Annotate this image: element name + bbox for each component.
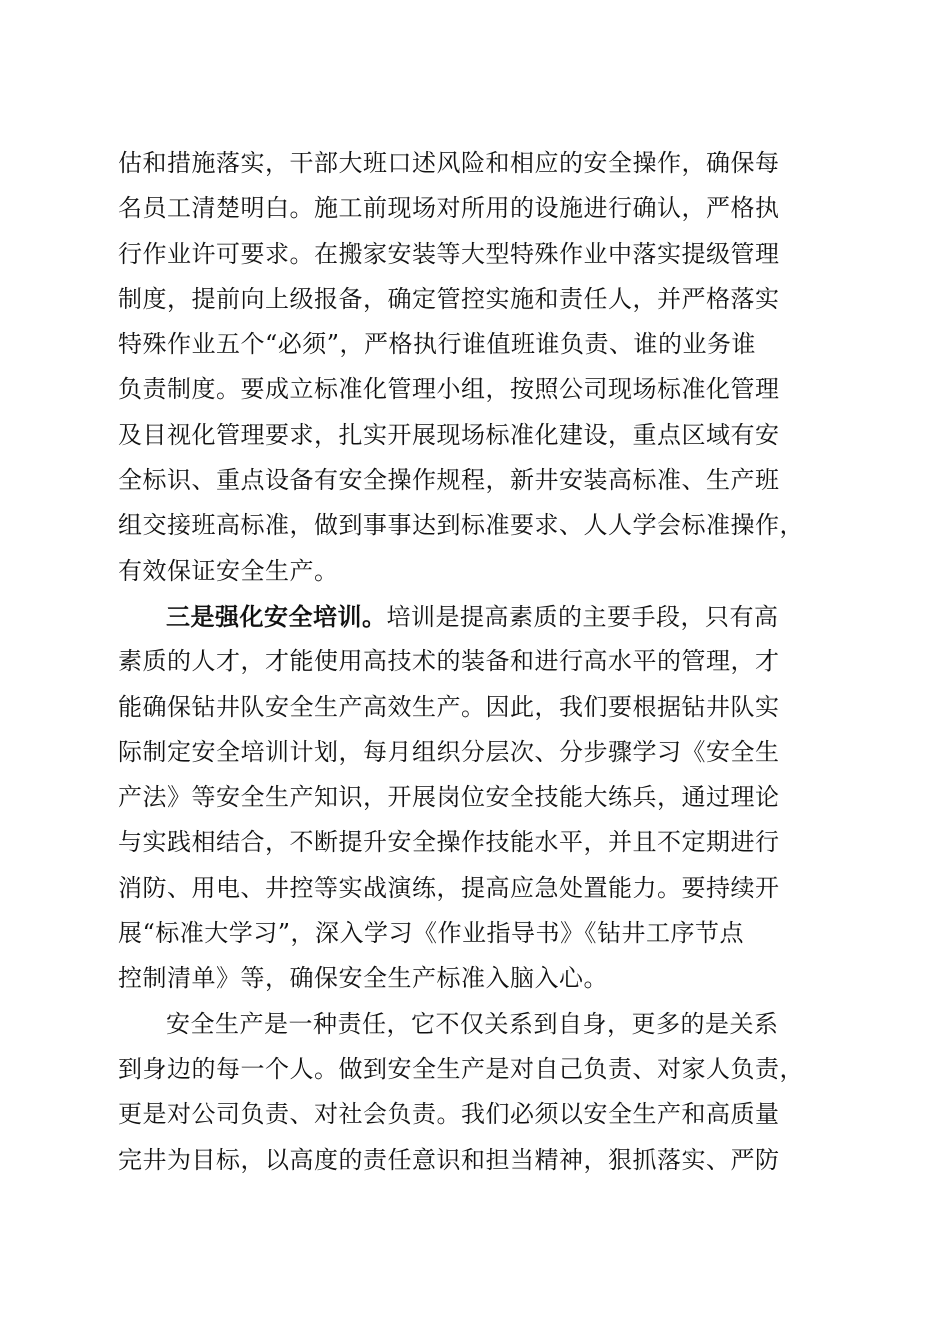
text-line: 全标识、重点设备有安全操作规程，新井安装高标准、生产班 — [118, 466, 780, 495]
text-line: 际制定安全培训计划，每月组织分层次、分步骤学习《安全生 — [118, 737, 780, 766]
text-line: 与实践相结合，不断提升安全操作技能水平，并且不定期进行 — [118, 828, 780, 857]
text-line: 组交接班高标准，做到事事达到标准要求、人人学会标准操作， — [118, 511, 804, 540]
text-line: 有效保证安全生产。 — [118, 556, 339, 585]
text-line: 制度，提前向上级报备，确定管控实施和责任人，并严格落实 — [118, 284, 780, 313]
text-line: 行作业许可要求。在搬家安装等大型特殊作业中落实提级管理 — [118, 239, 780, 268]
text-line: 特殊作业五个“必须”，严格执行谁值班谁负责、谁的业务谁 — [118, 330, 757, 359]
text-line: 素质的人才，才能使用高技术的装备和进行高水平的管理，才 — [118, 647, 780, 676]
text-line: 产法》等安全生产知识，开展岗位安全技能大练兵，通过理论 — [118, 783, 780, 812]
text-line: 负责制度。要成立标准化管理小组，按照公司现场标准化管理 — [118, 375, 780, 404]
text-line: 到身边的每一个人。做到安全生产是对自己负责、对家人负责， — [118, 1054, 804, 1083]
text-line: 安全生产是一种责任，它不仅关系到自身，更多的是关系 — [166, 1009, 779, 1038]
text-line: 能确保钻井队安全生产高效生产。因此，我们要根据钻井队实 — [118, 692, 780, 721]
paragraph-first-line — [118, 594, 833, 639]
text-line: 更是对公司负责、对社会负责。我们必须以安全生产和高质量 — [118, 1100, 780, 1129]
text-line: 名员工清楚明白。施工前现场对所用的设施进行确认，严格执 — [118, 194, 780, 223]
paragraph-heading: 三是强化安全培训。 — [166, 601, 387, 631]
document-body — [118, 141, 833, 1183]
text-line: 及目视化管理要求，扎实开展现场标准化建设，重点区域有安 — [118, 420, 780, 449]
text-line: 消防、用电、井控等实战演练，提高应急处置能力。要持续开 — [118, 873, 780, 902]
text-line: 估和措施落实，干部大班口述风险和相应的安全操作，确保每 — [118, 149, 780, 177]
text-line: 完井为目标，以高度的责任意识和担当精神，狠抓落实、严防 — [118, 1145, 780, 1174]
paragraph-heading-rest: 培训是提高素质的主要手段，只有高 — [386, 602, 779, 631]
text-line: 控制清单》等，确保安全生产标准入脑入心。 — [118, 964, 608, 993]
text-line: 展“标准大学习”，深入学习《作业指导书》《钻井工序节点 — [118, 919, 745, 948]
